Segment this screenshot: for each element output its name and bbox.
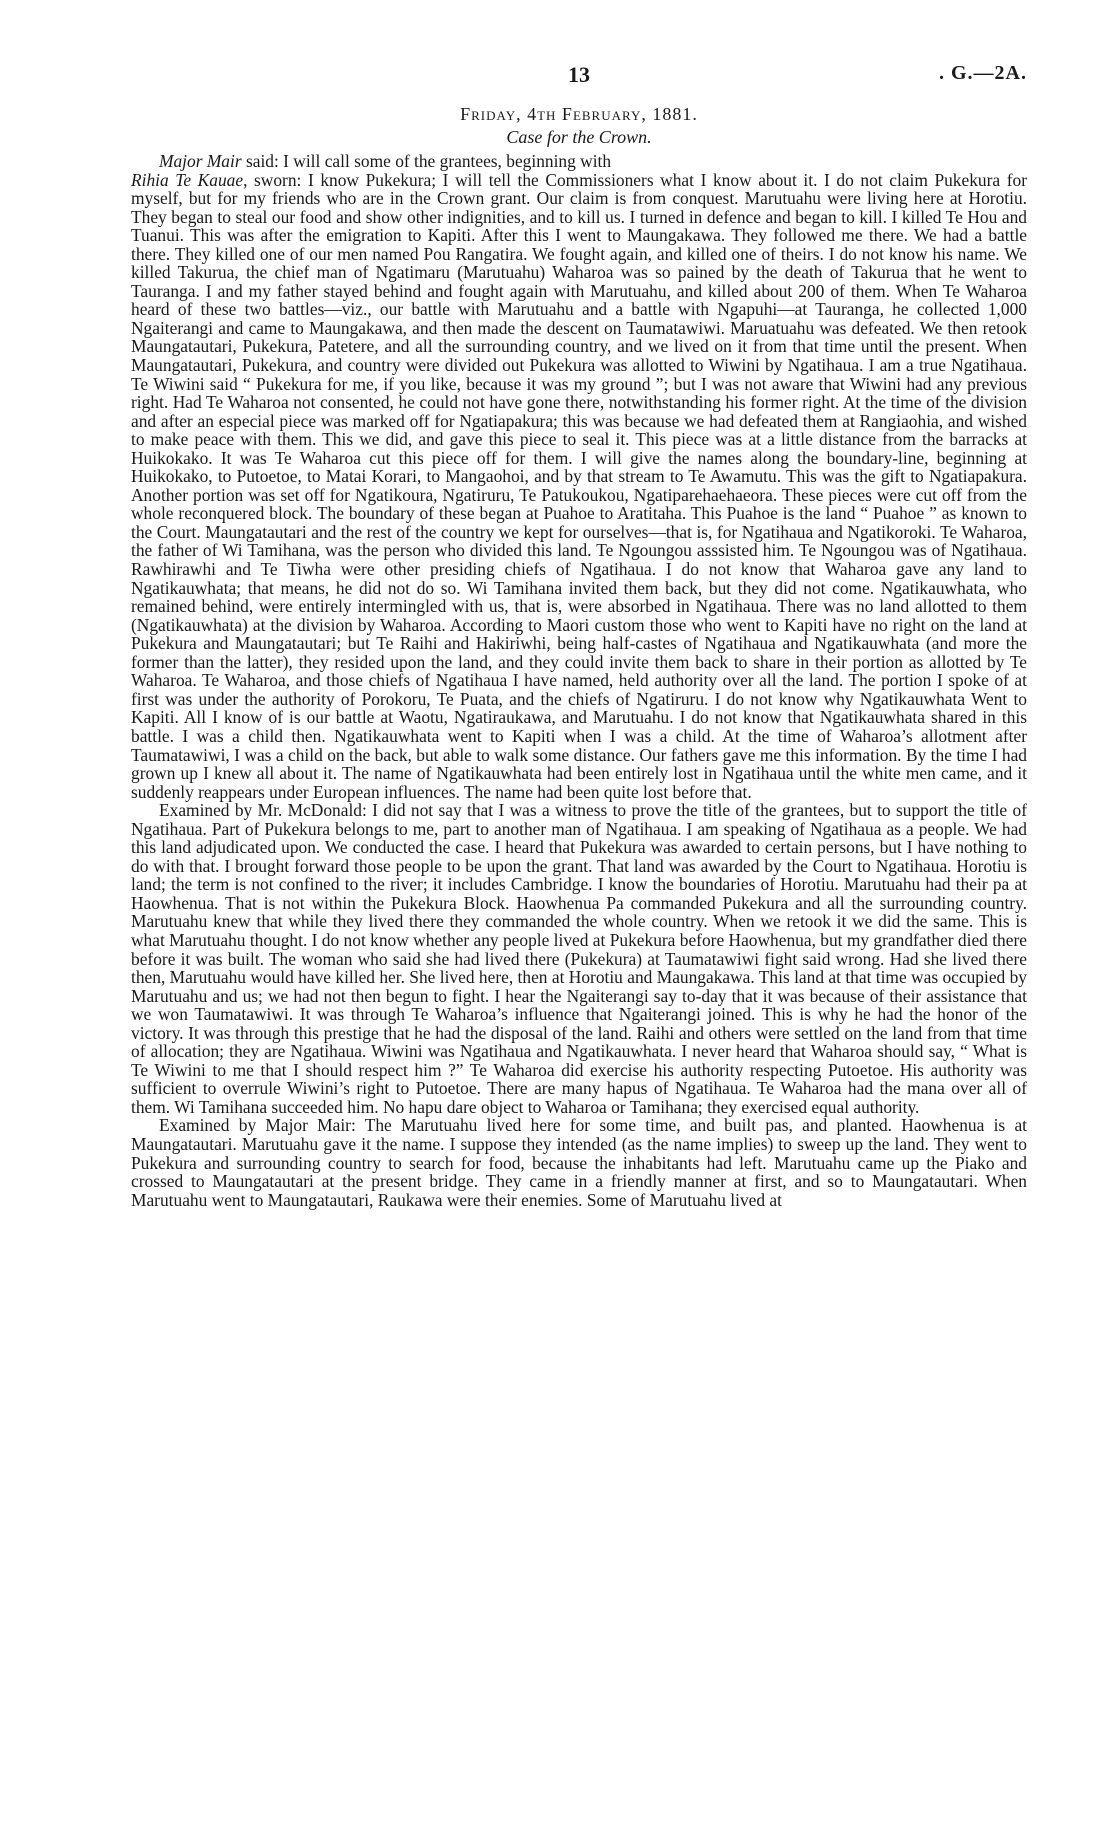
speaker-name: Major Mair xyxy=(159,151,242,171)
paragraph-text: Examined by Mr. McDonald: I did not say that I was a witness to prove the title of the grantees, but to support the title of Ngatihaua. Part of Pukekura belongs to me, part to another man of Ngatihaua. I am speaking of Ngatihaua as a people. We had this land adjudicated upon. We conducted the case. I heard that Pukekura was awarded to certain persons, but I have nothing to do with that. I brought forward those people to be upon the grant. That land was awarded by the Court to Ngatihaua. Horotiu is land; the term is not confined to the river; it includes Cambridge. I know the boundaries of Horotiu. Marutuahu had their pa at Haowhenua. That is not within the Pukekura Block. Haowhenua Pa commanded Pukekura and all the surrounding country. Marutuahu knew that while they lived there they commanded the whole country. When we retook it we did the same. This is what Marutuahu thought. I do not know whether any people lived at Pukekura before Haowhenua, but my grandfather died there before it was built. The woman who said she had lived there (Pukekura) at Taumatawiwi fight said wrong. Had she lived there then, Marutuahu would have killed her. She lived here, then at Horotiu and Maungakawa. This land at that time was occupied by Marutuahu and us; we had not then begun to fight. I hear the Ngaiterangi say to-day that it was because of their assistance that we won Taumatawiwi. It was through Te Waharoa’s influence that Ngaiterangi joined. This is why he had the honor of the victory. It was through this prestige that he had the disposal of the land. Raihi and others were settled on the land from that time of allocation; they are Ngatihaua. Wiwini was Ngatihaua and Ngatikauwhata. I never heard that Waharoa should say, “ What is Te Wiwini to me that I should respect him ?” Te Waharoa did exercise his authority respecting Putoetoe. His authority was sufficient to overrule Wiwini’s right to Putoetoe. There are many hapus of Ngatihaua. Te Waharoa had the mana over all of them. Wi Tamihana succeeded him. No hapu dare object to Waharoa or Tamihana; they exercised equal authority. xyxy=(131,800,1027,1117)
document-page xyxy=(131,62,1027,1209)
speaker-name: Rihia Te Kauae xyxy=(131,169,244,190)
paragraph-text: , sworn: I know Pukekura; I will tell the Commissioners what I know about it. I do not claim Pukekura for myself, but for my friends who are in the Crown grant. Our claim is from conquest. Marutuahu were living here at Horotiu. They began to steal our food and show other indignities, and to kill us. I turned in defence and began to kill. I killed Te Hou and Tuanui. This was after the emigration to Kapiti. After this I went to Maungakawa. They followed me there. We had a battle there. They killed one of our men named Pou Rangatira. We fought again, and killed one of theirs. I do not know his name. We killed Takurua, the chief man of Ngatimaru (Marutuahu) Waharoa was so pained by the death of Takurua that he went to Tauranga. I and my father stayed behind and fought again with Marutuahu, and killed about 200 of them. When Te Waharoa heard of these two battles—viz., our battle with Marutuahu and a battle with Ngapuhi—at Tauranga, he collected 1,000 Ngaiterangi and came to Maungakawa, and then made the descent on Taumatawiwi. Maruatuahu was defeated. We then retook Maungatautari, Pukekura, Patetere, and all the surrounding country, and we lived on it from that time until the present. When Maungatautari, Pukekura, and country were divided out Pukekura was allotted to Wiwini by Ngatihaua. I am a true Ngatihaua. Te Wiwini said “ Pukekura for me, if you like, because it was my ground ”; but I was not aware that Wiwini had any previous right. Had Te Waharoa not consented, he could not have gone there, notwithstanding his former right. At the time of the division and after an especial piece was marked off for Ngatiapakura; this was because we had defeated them at Rangiaohia, and wished to make peace with them. This we did, and gave this piece to seal it. This piece was at a little distance from the barracks at Huikokako. It was Te Waharoa cut this piece off for them. I will give the names along the boundary-line, beginning at Huikokako, to Putoetoe, to Matai Korari, to Mangaohoi, and by that stream to Te Awamutu. This was the gift to Ngatiapakura. Another portion was set off for Ngatikoura, Ngatiruru, Te Patukoukou, Ngatiparehaehaeora. These pieces were cut off from the whole reconquered block. The boundary of these began at Puahoe to Aratitaha. This Puahoe is the land “ Puahoe ” as known to the Court. Maungatautari and the rest of the country we kept for ourselves—that is, for Ngatihaua and Ngatikoroki. Te Waharoa, the father of Wi Tamihana, was the person who divided this land. Te Ngoungou asssisted him. Te Ngoungou was of Ngatihaua. Rawhirawhi and Te Tiwha were other presiding chiefs of Ngatihaua. I do not know that Waharoa gave any land to Ngatikauwhata; that means, he did not do so. Wi Tamihana invited them back, but they did not come. Ngatikauwhata, who remained behind, were entirely intermingled with us, that is, were absorbed in Ngatihaua. There was no land allotted to them (Ngatikauwhata) at the division by Waharoa. According to Maori custom those who went to Kapiti have no right on the land at Pukekura and Maungatautari; but Te Raihi and Hakiriwhi, being half-castes of Ngatihaua and Ngatikauwhata (and more the former than the latter), they resided upon the land, and they could invite them back to share in their portion as allotted by Te Waharoa. Te Waharoa, and those chiefs of Ngatihaua I have named, held authority over all the land. The portion I spoke of at first was under the authority of Porokoru, Te Puata, and the chiefs of Ngatiruru. I do not know why Ngatikauwhata Went to Kapiti. All I know of is our battle at Waotu, Ngatiraukawa, and Marutuahu. I do not know that Ngatikauwhata shared in this battle. I was a child then. Ngatikauwhata went to Kapiti when I was a child. At the time of Waharoa’s allotment after Taumatawiwi, I was a child on the back, but able to walk some distance. Our fathers gave me this information. By the time I had grown up I knew all about it. The name of Ngatikauwhata had been entirely lost in Ngatihaua until the white men came, and it suddenly reappears under European influences. The name had been quite lost before that. xyxy=(131,169,1027,802)
body-text xyxy=(131,152,1027,1209)
page-header xyxy=(131,62,1027,98)
paragraph-opening xyxy=(131,152,1027,171)
document-reference: . G.—2A. xyxy=(939,62,1027,84)
paragraph-testimony xyxy=(131,171,1027,802)
paragraph-examination-mcdonald xyxy=(131,801,1027,1116)
page-number: 13 xyxy=(568,62,590,87)
paragraph-text: said: I will call some of the grantees, beginning with xyxy=(241,151,612,171)
paragraph-examination-mair xyxy=(131,1116,1027,1209)
date-heading: Friday, 4th February, 1881. xyxy=(460,104,698,124)
paragraph-text: Examined by Major Mair: The Marutuahu lived here for some time, and built pas, and planted. Haowhenua is at Maungatautari. Marutuahu gave it the name. I suppose they intended (as the name implies) to sweep up the land. They went to Pukekura and surrounding country to search for food, because the inhabitants had left. Marutuahu came up the Piako and crossed to Maungatautari at the present bridge. They came in a friendly manner at first, and so to Maungatautari. When Marutuahu went to Maungatautari, Raukawa were their enemies. Some of Marutuahu lived at xyxy=(131,1115,1027,1210)
case-heading: Case for the Crown. xyxy=(506,127,652,147)
